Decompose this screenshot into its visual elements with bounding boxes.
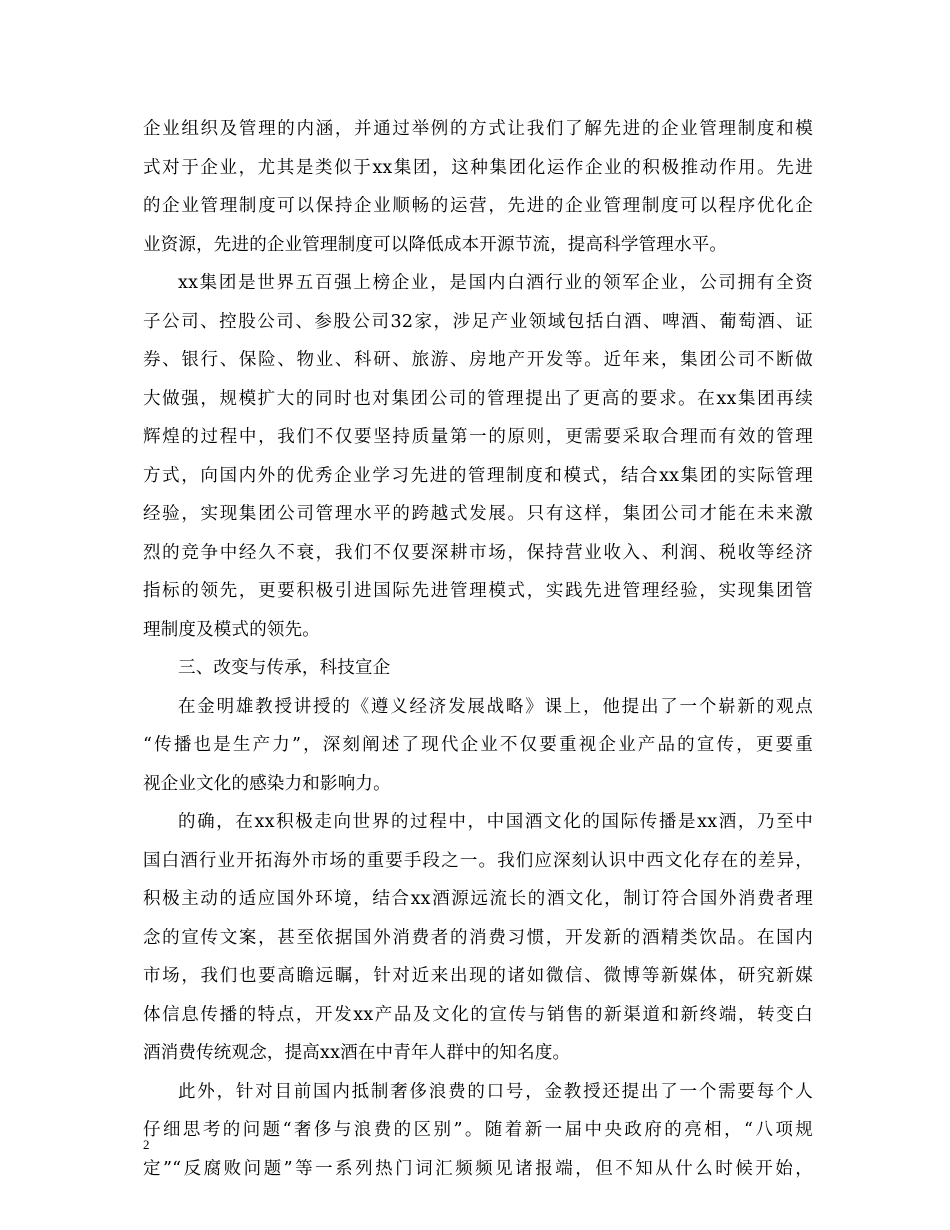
text-line: 理制度及模式的领先。 [143,619,320,640]
text-line: 视企业文化的感染力和影响力。 [143,773,391,794]
text-line: 辉煌的过程中，我们不仅要坚持质量第一的原则，更需要采取合理而有效的管理 [143,427,813,447]
text-line: 子公司、控股公司、参股公司32家，涉足产业领域包括白酒、啤酒、葡萄酒、证 [143,311,813,332]
text-line: 业资源，先进的企业管理制度可以降低成本开源节流，提高科学管理水平。 [143,234,728,255]
text-line: 大做强，规模扩大的同时也对集团公司的管理提出了更高的要求。在xx集团再续 [143,388,813,409]
text-line: 的企业管理制度可以保持企业顺畅的运营，先进的企业管理制度可以程序优化企 [143,196,813,216]
text-line: 定”“反腐败问题”等一系列热门词汇频频见诸报端，但不知从什么时候开始， [143,1158,813,1179]
text-line: 积极主动的适应国外环境，结合xx酒源远流长的酒文化，制订符合国外消费者理 [143,889,813,909]
page-number: 2 [143,1137,150,1152]
text-line: 经验，实现集团公司管理水平的跨越式发展。只有这样，集团公司才能在未来激 [143,504,813,524]
text-line: xx集团是世界五百强上榜企业，是国内白酒行业的领军企业，公司拥有全资 [178,273,813,293]
text-line: 此外，针对目前国内抵制奢侈浪费的口号，金教授还提出了一个需要每个人 [178,1081,813,1102]
text-line: 企业组织及管理的内涵，并通过举例的方式让我们了解先进的企业管理制度和模 [143,119,813,139]
text-line: 市场，我们也要高瞻远瞩，针对近来出现的诸如微信、微博等新媒体，研究新媒 [143,966,813,986]
text-line: 酒消费传统观念，提高xx酒在中青年人群中的知名度。 [143,1043,571,1063]
text-line: 念的宣传文案，甚至依据国外消费者的消费习惯，开发新的酒精类饮品。在国内 [143,927,813,948]
text-line: 券、银行、保险、物业、科研、旅游、房地产开发等。近年来，集团公司不断做 [143,350,813,370]
document-body [143,110,813,1188]
section-heading: 三、改变与传承，科技宣企 [178,658,391,678]
text-line: 体信息传播的特点，开发xx产品及文化的宣传与销售的新渠道和新终端，转变白 [143,1004,813,1025]
text-line: 国白酒行业开拓海外市场的重要手段之一。我们应深刻认识中西文化存在的差异， [143,850,813,871]
text-line: 式对于企业，尤其是类似于xx集团，这种集团化运作企业的积极推动作用。先进 [143,157,813,178]
text-line: “传播也是生产力”，深刻阐述了现代企业不仅要重视企业产品的宣传，更要重 [143,735,813,755]
text-line: 的确，在xx积极走向世界的过程中，中国酒文化的国际传播是xx酒，乃至中 [178,812,813,832]
text-line: 烈的竞争中经久不衰，我们不仅要深耕市场，保持营业收入、利润、税收等经济 [143,542,813,563]
text-line: 在金明雄教授讲授的《遵义经济发展战略》课上，他提出了一个崭新的观点 [178,696,813,717]
text-line: 方式，向国内外的优秀企业学习先进的管理制度和模式，结合xx集团的实际管理 [143,465,813,486]
text-line: 指标的领先，更要积极引进国际先进管理模式，实践先进管理经验，实现集团管 [143,581,813,601]
text-line: 仔细思考的问题“奢侈与浪费的区别”。随着新一届中央政府的亮相，“八项规 [143,1120,813,1140]
